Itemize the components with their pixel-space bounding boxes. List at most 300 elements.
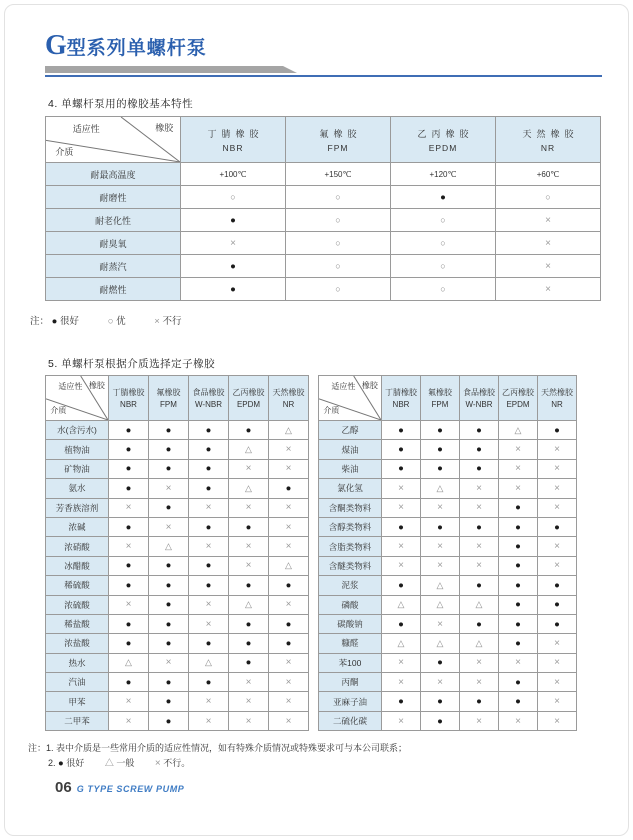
header-row: [46, 117, 601, 163]
title-rule-line: [45, 75, 602, 77]
rating-cell: ×: [229, 673, 269, 692]
table-row: [46, 459, 309, 478]
row-label: 浓碱: [46, 517, 109, 536]
rubber-code: NR: [540, 142, 556, 153]
corner-label-medium: 介质: [50, 405, 67, 415]
rating-cell: ●: [229, 614, 269, 633]
rating-cell: ●: [538, 614, 577, 633]
rubber-name: 氟橡胶: [319, 128, 362, 139]
header-row: [319, 376, 577, 421]
rating-cell: ×: [421, 614, 460, 633]
rating-cell: ●: [269, 576, 309, 595]
row-label: 耐臭氧: [46, 232, 181, 255]
rating-cell: ●: [382, 440, 421, 459]
rating-cell: ●: [421, 692, 460, 711]
row-label: 稀盐酸: [46, 614, 109, 633]
row-label: 芳香族溶剂: [46, 498, 109, 517]
rating-cell: ×: [460, 673, 499, 692]
rating-cell: ●: [460, 692, 499, 711]
rating-cell: ●: [421, 517, 460, 536]
rating-cell: ●: [189, 440, 229, 459]
rating-cell: ●: [149, 498, 189, 517]
table-row: [46, 186, 601, 209]
rating-cell: ○: [286, 278, 391, 301]
row-label: 耐老化性: [46, 209, 181, 232]
rating-cell: ●: [499, 614, 538, 633]
rating-cell: +150℃: [286, 163, 391, 186]
section5-heading: 5. 单螺杆泵根据介质选择定子橡胶: [48, 358, 216, 370]
rating-cell: ×: [269, 459, 309, 478]
column-header: [109, 376, 149, 421]
rating-cell: ●: [181, 255, 286, 278]
rating-cell: ○: [391, 232, 496, 255]
triangle-icon: △: [104, 758, 114, 768]
corner-label-medium: 介质: [55, 146, 74, 157]
rating-cell: ×: [149, 479, 189, 498]
rating-cell: ●: [499, 498, 538, 517]
rating-cell: ×: [181, 232, 286, 255]
rating-cell: ×: [538, 537, 577, 556]
rating-cell: ×: [496, 255, 601, 278]
rating-cell: ×: [538, 459, 577, 478]
rating-cell: ×: [421, 498, 460, 517]
rating-cell: ●: [229, 517, 269, 536]
rating-cell: ×: [538, 692, 577, 711]
legend-label: 一般: [116, 758, 135, 768]
table-row: [319, 537, 577, 556]
row-label: 磷酸: [319, 595, 382, 614]
rating-cell: ×: [496, 278, 601, 301]
rating-cell: ●: [189, 459, 229, 478]
rating-cell: ●: [421, 653, 460, 672]
row-label: 柴油: [319, 459, 382, 478]
rating-cell: ●: [460, 421, 499, 440]
rating-cell: ●: [109, 517, 149, 536]
rating-cell: ●: [538, 576, 577, 595]
rating-cell: ×: [269, 692, 309, 711]
rating-cell: ●: [149, 692, 189, 711]
rubber-name: 乙丙橡胶: [417, 128, 474, 139]
row-label: 冰醋酸: [46, 556, 109, 575]
media-selection-table-right: [318, 375, 577, 731]
legend-item: [108, 316, 126, 327]
rating-cell: ●: [189, 556, 229, 575]
table-row: [46, 255, 601, 278]
legend-label: 不行: [162, 316, 182, 327]
rating-cell: ●: [382, 421, 421, 440]
row-label: 含脂类物料: [319, 537, 382, 556]
table-row: [46, 692, 309, 711]
table-row: [319, 692, 577, 711]
rubber-name: 丁腈橡胶: [112, 388, 145, 397]
column-header: [181, 117, 286, 163]
rating-cell: ●: [181, 209, 286, 232]
row-label: 耐燃性: [46, 278, 181, 301]
rating-cell: ×: [269, 498, 309, 517]
row-label: 二甲苯: [46, 711, 109, 730]
rating-cell: ●: [181, 278, 286, 301]
rating-cell: ●: [499, 537, 538, 556]
row-label: 氯化氢: [319, 479, 382, 498]
rating-cell: ●: [189, 479, 229, 498]
rating-cell: ●: [382, 459, 421, 478]
rating-cell: ×: [421, 537, 460, 556]
rating-cell: △: [269, 556, 309, 575]
rating-cell: ×: [149, 653, 189, 672]
row-label: 苯100: [319, 653, 382, 672]
rubber-name: 丁腈橡胶: [385, 388, 417, 397]
table-row: [319, 576, 577, 595]
table-row: [46, 537, 309, 556]
table-row: [46, 576, 309, 595]
row-label: 浓硝酸: [46, 537, 109, 556]
rubber-code: EPDM: [428, 142, 458, 153]
column-header: [499, 376, 538, 421]
column-header: [149, 376, 189, 421]
table-row: [319, 614, 577, 633]
rating-cell: ×: [499, 459, 538, 478]
rubber-code: NBR: [120, 400, 137, 409]
rating-cell: ×: [538, 634, 577, 653]
table-row: [46, 673, 309, 692]
row-label: 二硫化碳: [319, 711, 382, 730]
rating-cell: ×: [189, 711, 229, 730]
row-label: 汽油: [46, 673, 109, 692]
table-row: [46, 232, 601, 255]
table-row: [319, 556, 577, 575]
rating-cell: ×: [460, 711, 499, 730]
rating-cell: +120℃: [391, 163, 496, 186]
row-label: 乙醇: [319, 421, 382, 440]
rating-cell: ×: [109, 692, 149, 711]
table-corner-cell: [319, 376, 382, 421]
rating-cell: △: [382, 595, 421, 614]
rating-cell: ●: [109, 614, 149, 633]
rubber-name: 氟橡胶: [156, 388, 181, 397]
rating-cell: ●: [109, 673, 149, 692]
rating-cell: ×: [229, 498, 269, 517]
rating-cell: ×: [460, 556, 499, 575]
rating-cell: △: [229, 595, 269, 614]
legend-item: [154, 316, 181, 327]
legend-item: [105, 758, 135, 768]
rubber-code: FPM: [327, 142, 349, 153]
rating-cell: ×: [269, 537, 309, 556]
rating-cell: ●: [382, 517, 421, 536]
rating-cell: ●: [269, 479, 309, 498]
rating-cell: ●: [391, 186, 496, 209]
page-footer: [55, 779, 184, 797]
rating-cell: ●: [149, 614, 189, 633]
rating-cell: ●: [149, 634, 189, 653]
rating-cell: ○: [286, 209, 391, 232]
rating-cell: ●: [189, 421, 229, 440]
table-row: [46, 421, 309, 440]
row-label: 煤油: [319, 440, 382, 459]
rating-cell: △: [269, 421, 309, 440]
rating-cell: ●: [149, 673, 189, 692]
rating-cell: ×: [189, 595, 229, 614]
rating-cell: ●: [499, 576, 538, 595]
rating-cell: △: [421, 634, 460, 653]
rating-cell: ○: [391, 278, 496, 301]
table-row: [319, 653, 577, 672]
rating-cell: ×: [382, 479, 421, 498]
rating-cell: ×: [499, 440, 538, 459]
row-label: 丙酮: [319, 673, 382, 692]
column-header: [189, 376, 229, 421]
rating-cell: △: [229, 479, 269, 498]
rating-cell: ●: [499, 673, 538, 692]
rating-cell: ×: [421, 673, 460, 692]
note-text: 1. 表中介质是一些常用介质的适应性情况，如有特殊介质情况或特殊要求可与本公司联系；: [46, 743, 408, 753]
note2-prefix: 2.: [48, 758, 56, 768]
rating-cell: ●: [269, 634, 309, 653]
rating-cell: ●: [460, 459, 499, 478]
rating-cell: ○: [286, 255, 391, 278]
rubber-name: 食品橡胶: [192, 388, 225, 397]
row-label: 稀硫酸: [46, 576, 109, 595]
rating-cell: ×: [229, 692, 269, 711]
rating-cell: ×: [460, 537, 499, 556]
title-underline-bar: [45, 66, 297, 73]
row-label: 含酮类物料: [319, 498, 382, 517]
table-row: [319, 517, 577, 536]
rating-cell: ○: [391, 255, 496, 278]
table-row: [319, 711, 577, 730]
table-row: [46, 209, 601, 232]
legend-label: 不行。: [163, 758, 191, 768]
rating-cell: ●: [189, 576, 229, 595]
rating-cell: ●: [421, 459, 460, 478]
rating-cell: ○: [181, 186, 286, 209]
legend-item: [155, 758, 190, 768]
corner-label-adaptability: 适应性: [72, 124, 100, 135]
row-label: 热水: [46, 653, 109, 672]
row-label: 亚麻子油: [319, 692, 382, 711]
rubber-code: NR: [551, 400, 563, 409]
rating-cell: ●: [382, 576, 421, 595]
rating-cell: ●: [460, 576, 499, 595]
rating-cell: ×: [460, 498, 499, 517]
legend-item: [52, 316, 79, 327]
row-label: 耐磨性: [46, 186, 181, 209]
rating-cell: ×: [460, 653, 499, 672]
rating-cell: ●: [189, 517, 229, 536]
rating-cell: △: [149, 537, 189, 556]
rubber-properties-table: [45, 116, 601, 301]
legend-item: [58, 758, 84, 768]
rating-cell: ●: [109, 440, 149, 459]
table-row: [319, 440, 577, 459]
rating-cell: ●: [460, 440, 499, 459]
rating-cell: ×: [382, 498, 421, 517]
row-label: 糠醛: [319, 634, 382, 653]
rating-cell: ●: [149, 576, 189, 595]
table-row: [46, 595, 309, 614]
rating-cell: ×: [189, 614, 229, 633]
rating-cell: ×: [382, 556, 421, 575]
table-row: [319, 479, 577, 498]
rating-cell: ●: [149, 440, 189, 459]
rubber-code: EPDM: [236, 400, 261, 409]
table-row: [46, 614, 309, 633]
rating-cell: ×: [189, 498, 229, 517]
rating-cell: ×: [499, 653, 538, 672]
row-label: 浓硫酸: [46, 595, 109, 614]
rating-cell: △: [460, 595, 499, 614]
rubber-name: 乙丙橡胶: [232, 388, 265, 397]
rating-cell: ●: [421, 440, 460, 459]
rating-cell: ○: [391, 209, 496, 232]
rating-cell: ●: [149, 459, 189, 478]
bottom-note: [28, 741, 407, 771]
corner-label-adaptability: 适应性: [58, 382, 83, 392]
rating-cell: ●: [499, 556, 538, 575]
table-row: [46, 634, 309, 653]
rubber-code: EPDM: [506, 400, 530, 409]
rubber-name: 天然橡胶: [272, 388, 305, 397]
rating-cell: △: [189, 653, 229, 672]
rating-cell: ●: [460, 614, 499, 633]
rubber-code: W-NBR: [465, 400, 493, 409]
row-label: 泥浆: [319, 576, 382, 595]
rating-cell: △: [382, 634, 421, 653]
row-label: 浓盐酸: [46, 634, 109, 653]
rating-cell: ×: [189, 692, 229, 711]
rating-cell: ×: [496, 209, 601, 232]
rubber-name: 氟橡胶: [428, 388, 452, 397]
rating-cell: ×: [382, 653, 421, 672]
table-corner-cell: [46, 376, 109, 421]
rating-cell: ●: [269, 614, 309, 633]
rating-cell: ●: [149, 711, 189, 730]
rating-cell: ×: [269, 673, 309, 692]
rating-cell: ●: [538, 421, 577, 440]
table-row: [46, 479, 309, 498]
rating-cell: ●: [109, 479, 149, 498]
column-header: [460, 376, 499, 421]
rubber-name: 天然橡胶: [522, 128, 579, 139]
rating-cell: ●: [109, 556, 149, 575]
rating-cell: ×: [421, 556, 460, 575]
filled-circle-icon: ●: [51, 316, 58, 327]
row-label: 水(含污水): [46, 421, 109, 440]
rating-cell: △: [421, 576, 460, 595]
column-header: [421, 376, 460, 421]
note-line-1: [28, 741, 407, 756]
legend-label: 很好: [66, 758, 85, 768]
row-label: 植物油: [46, 440, 109, 459]
rating-cell: ×: [269, 653, 309, 672]
rating-cell: ●: [499, 634, 538, 653]
legend-prefix: 注：: [30, 316, 50, 327]
table-row: [319, 421, 577, 440]
rating-cell: △: [109, 653, 149, 672]
table-corner-cell: [46, 117, 181, 163]
rating-cell: ●: [499, 692, 538, 711]
rubber-code: NBR: [222, 142, 244, 153]
section4-heading: 4. 单螺杆泵用的橡胶基本特性: [48, 98, 194, 110]
row-label: 矿物油: [46, 459, 109, 478]
header-row: [46, 376, 309, 421]
row-label: 含醇类物料: [319, 517, 382, 536]
column-header: [269, 376, 309, 421]
table-row: [46, 163, 601, 186]
table-row: [319, 595, 577, 614]
rating-cell: ●: [421, 711, 460, 730]
cross-icon: ×: [154, 758, 161, 769]
rating-cell: ×: [538, 711, 577, 730]
legend-label: 很好: [60, 316, 80, 327]
rating-cell: ●: [229, 634, 269, 653]
title-initial: G: [45, 30, 67, 61]
rating-cell: ○: [286, 232, 391, 255]
filled-circle-icon: ●: [58, 758, 64, 769]
rating-cell: ×: [109, 498, 149, 517]
rating-cell: ●: [189, 673, 229, 692]
media-selection-table-left: [45, 375, 309, 731]
corner-label-medium: 介质: [323, 405, 340, 415]
rating-cell: ●: [189, 634, 229, 653]
rating-cell: ●: [109, 421, 149, 440]
rating-cell: ×: [382, 711, 421, 730]
rating-cell: ●: [382, 692, 421, 711]
table-row: [46, 440, 309, 459]
rating-cell: ●: [229, 421, 269, 440]
table-row: [46, 556, 309, 575]
title-text: 型系列单螺杆泵: [66, 38, 207, 59]
page-title: [45, 30, 207, 62]
rating-cell: +100℃: [181, 163, 286, 186]
note-line-2: [28, 756, 407, 771]
rating-cell: ×: [499, 711, 538, 730]
column-header: [382, 376, 421, 421]
rating-cell: ×: [382, 537, 421, 556]
rating-cell: ×: [229, 556, 269, 575]
table-row: [46, 278, 601, 301]
rating-cell: ●: [109, 576, 149, 595]
rating-cell: ×: [269, 517, 309, 536]
rating-cell: ×: [538, 498, 577, 517]
rubber-name: 食品橡胶: [463, 388, 495, 397]
rating-cell: △: [229, 440, 269, 459]
rating-cell: ●: [421, 421, 460, 440]
rating-cell: ×: [229, 459, 269, 478]
rating-cell: ×: [269, 595, 309, 614]
rating-cell: ×: [109, 595, 149, 614]
rating-cell: ●: [499, 517, 538, 536]
row-label: 甲苯: [46, 692, 109, 711]
column-header: [538, 376, 577, 421]
note-prefix: 注：: [28, 743, 47, 753]
rubber-code: W-NBR: [195, 400, 222, 409]
rating-cell: △: [421, 595, 460, 614]
rating-cell: △: [499, 421, 538, 440]
rating-cell: ×: [229, 711, 269, 730]
rating-cell: ×: [189, 537, 229, 556]
legend-label: 优: [116, 316, 126, 327]
rating-cell: ●: [538, 595, 577, 614]
rating-cell: ●: [499, 595, 538, 614]
rating-cell: ●: [149, 421, 189, 440]
rating-cell: △: [460, 634, 499, 653]
corner-label-rubber: 橡胶: [88, 380, 105, 390]
rating-cell: ○: [286, 186, 391, 209]
rating-cell: ×: [382, 673, 421, 692]
row-label: 含醚类物料: [319, 556, 382, 575]
rating-cell: ●: [109, 634, 149, 653]
